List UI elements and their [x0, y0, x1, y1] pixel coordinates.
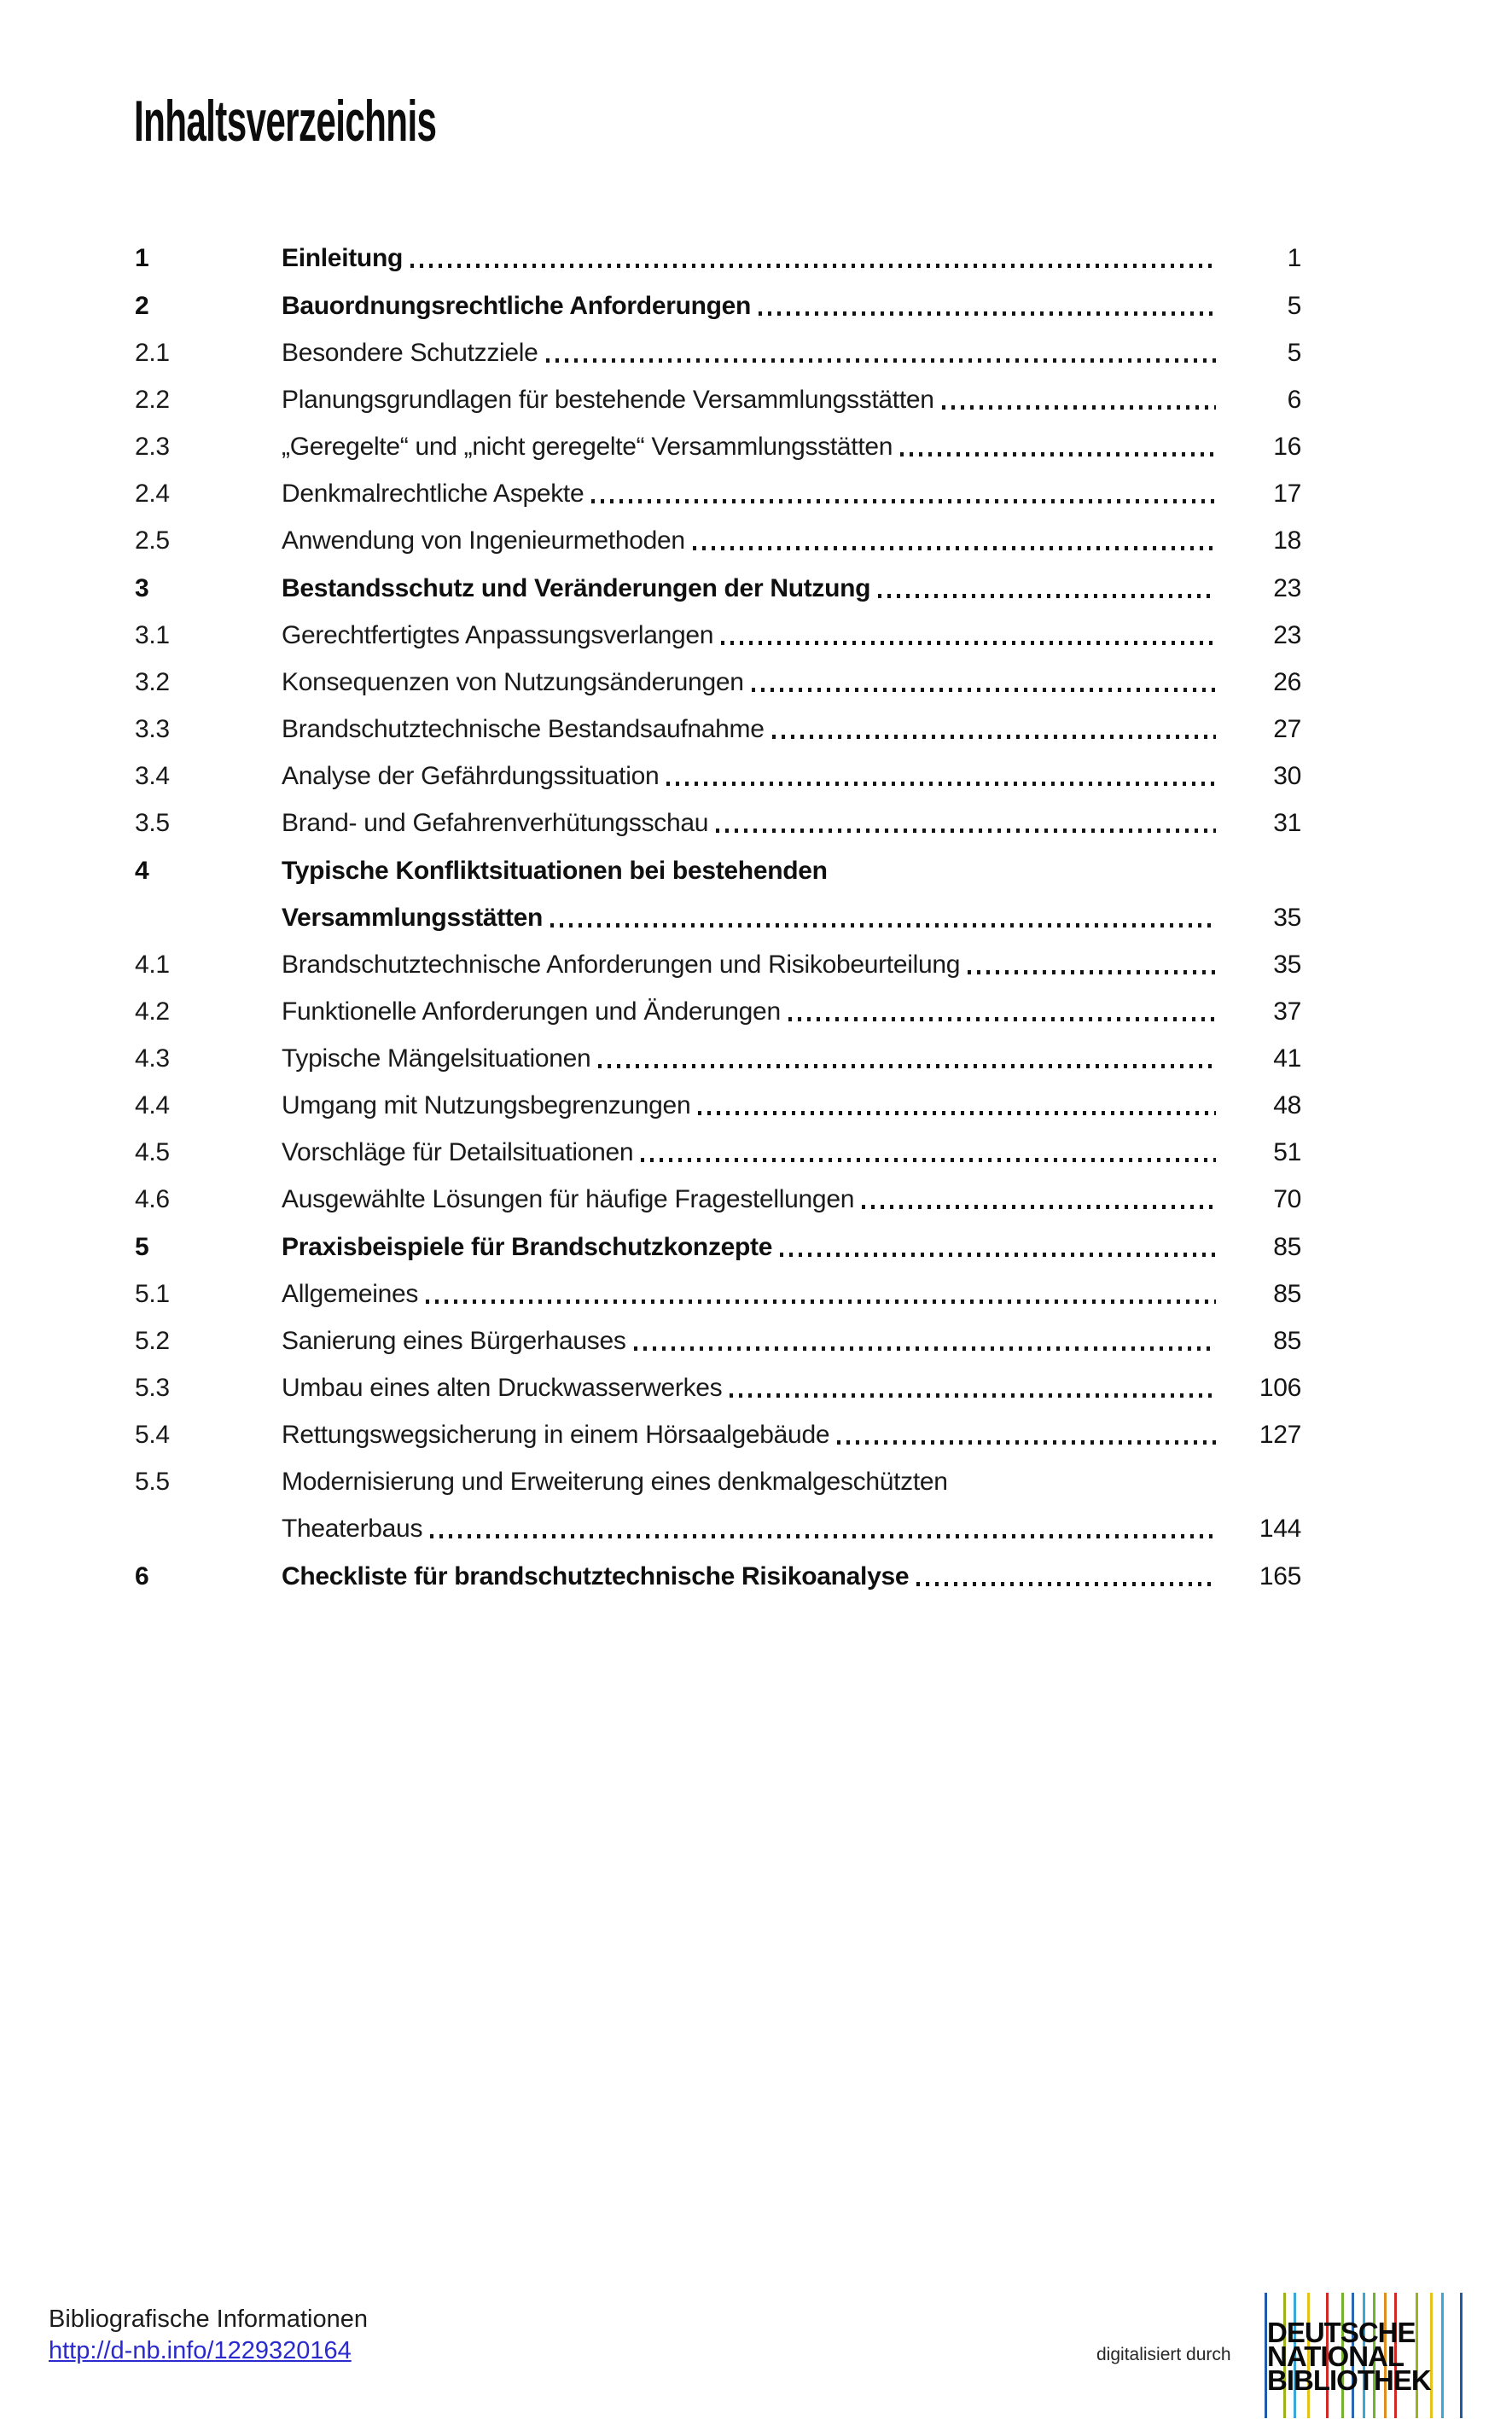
toc-dot-leader: [968, 970, 1216, 974]
toc-row: [135, 997, 1301, 1027]
toc-entry-title: Besondere Schutzziele: [282, 339, 538, 367]
toc-page-number: 127: [1259, 1421, 1301, 1449]
toc-dot-leader: [546, 358, 1216, 363]
toc-dot-leader: [666, 782, 1216, 786]
toc-dot-leader: [430, 1534, 1216, 1538]
toc-dot-leader: [878, 594, 1216, 598]
toc-entry-number: 3: [135, 574, 149, 602]
toc-entry-number: 2.5: [135, 526, 170, 555]
toc-dot-leader: [788, 1017, 1216, 1021]
toc-dot-leader: [780, 1253, 1216, 1257]
toc-entry-title: Ausgewählte Lösungen für häufige Fragestellungen: [282, 1185, 855, 1213]
toc-entry-number: 3.1: [135, 621, 170, 649]
logo-wordmark-line: BIBLIOTHEK: [1267, 2364, 1431, 2396]
toc-dot-leader: [698, 1111, 1216, 1115]
toc-entry-number: 5.4: [135, 1421, 170, 1449]
toc-entry-title: Brandschutztechnische Anforderungen und Risikobeurteilung: [282, 951, 961, 979]
toc-entry-title: Umbau eines alten Druckwasserwerkes: [282, 1374, 723, 1402]
toc-row: [135, 1467, 1301, 1497]
toc-entry-number: 2: [135, 292, 149, 320]
toc-row: [135, 808, 1301, 839]
toc-entry-title: Typische Konfliktsituationen bei bestehenden: [282, 857, 828, 885]
toc-dot-leader: [693, 546, 1216, 550]
toc-row: [135, 573, 1301, 604]
toc-page-number: 16: [1273, 433, 1301, 461]
toc-entry-number: 2.1: [135, 339, 170, 367]
toc-dot-leader: [916, 1582, 1216, 1586]
toc-row-continuation: [135, 903, 1301, 933]
toc-entry-number: 4.6: [135, 1185, 170, 1213]
bibliographic-info-label: Bibliografische Informationen: [49, 2306, 368, 2333]
toc-page-number: 51: [1273, 1138, 1301, 1166]
bibliographic-info: [49, 2304, 368, 2367]
toc-page-number: 27: [1273, 715, 1301, 743]
toc-page-number: 1: [1287, 244, 1301, 272]
toc-dot-leader: [942, 405, 1216, 410]
toc-row: [135, 1137, 1301, 1168]
toc-row: [135, 1326, 1301, 1357]
toc-entry-title: Bauordnungsrechtliche Anforderungen: [282, 292, 752, 320]
toc-entry-number: 5.3: [135, 1374, 170, 1402]
toc-entry-number: 5.5: [135, 1468, 170, 1496]
toc-row: [135, 761, 1301, 792]
toc-entry-number: 4.3: [135, 1044, 170, 1073]
toc-page-number: 85: [1273, 1233, 1301, 1261]
toc-page-number: 41: [1273, 1044, 1301, 1073]
toc-page-number: 30: [1273, 762, 1301, 790]
toc-dot-leader: [752, 688, 1216, 692]
toc-row: [135, 714, 1301, 745]
toc-entry-number: 6: [135, 1562, 149, 1590]
toc-page-number: 23: [1273, 574, 1301, 602]
toc-entry-title: Rettungswegsicherung in einem Hörsaalgebäude: [282, 1421, 830, 1449]
toc-entry-number: 3.2: [135, 668, 170, 696]
toc-dot-leader: [730, 1393, 1216, 1398]
toc-entry-title-line2: Versammlungsstätten: [282, 904, 544, 932]
toc-dot-leader: [900, 452, 1216, 456]
toc-entry-title: Modernisierung und Erweiterung eines denkmalgeschützten: [282, 1468, 948, 1496]
toc-row-continuation: [135, 1514, 1301, 1544]
toc-dot-leader: [716, 829, 1216, 833]
toc-page-number: 70: [1273, 1185, 1301, 1213]
toc-dot-leader: [598, 1064, 1216, 1068]
toc-entry-number: 3.3: [135, 715, 170, 743]
dnb-logo: [1265, 2293, 1468, 2418]
toc-page-number: 85: [1273, 1327, 1301, 1355]
toc-row: [135, 667, 1301, 698]
toc-list: [135, 226, 1301, 1608]
toc-dot-leader: [634, 1346, 1216, 1351]
toc-entry-title: Analyse der Gefährdungssituation: [282, 762, 660, 790]
toc-entry-number: 4.4: [135, 1091, 170, 1119]
toc-row: [135, 432, 1301, 462]
toc-row: [135, 526, 1301, 556]
toc-entry-title: „Geregelte“ und „nicht geregelte“ Versammlungsstätten: [282, 433, 893, 461]
toc-entry-title-line2: Theaterbaus: [282, 1515, 423, 1543]
toc-entry-title: Brand- und Gefahrenverhütungsschau: [282, 809, 709, 837]
logo-stripe: [1460, 2293, 1463, 2418]
toc-page-number: 48: [1273, 1091, 1301, 1119]
toc-page-number: 31: [1273, 809, 1301, 837]
toc-entry-title: Einleitung: [282, 244, 403, 272]
toc-dot-leader: [759, 311, 1216, 316]
toc-row: [135, 856, 1301, 887]
toc-row: [135, 385, 1301, 416]
toc-dot-leader: [862, 1205, 1216, 1209]
toc-entry-number: 5: [135, 1233, 149, 1261]
logo-wordmark-line: DEUTSCHE: [1267, 2317, 1416, 2348]
logo-wordmark-line: NATIONAL: [1267, 2340, 1404, 2372]
toc-entry-title: Brandschutztechnische Bestandsaufnahme: [282, 715, 765, 743]
toc-entry-number: 3.5: [135, 809, 170, 837]
toc-dot-leader: [550, 923, 1216, 927]
toc-entry-title: Funktionelle Anforderungen und Änderungen: [282, 997, 781, 1026]
toc-page-number: 17: [1273, 480, 1301, 508]
toc-page-number: 5: [1287, 292, 1301, 320]
toc-entry-number: 4.2: [135, 997, 170, 1026]
toc-entry-number: 4.5: [135, 1138, 170, 1166]
toc-row: [135, 1420, 1301, 1451]
toc-entry-number: 5.2: [135, 1327, 170, 1355]
toc-entry-title: Planungsgrundlagen für bestehende Versammlungsstätten: [282, 386, 934, 414]
toc-dot-leader: [721, 641, 1216, 645]
toc-page-number: 106: [1259, 1374, 1301, 1402]
toc-row: [135, 243, 1301, 274]
toc-page-number: 165: [1259, 1562, 1301, 1590]
toc-page-number: 85: [1273, 1280, 1301, 1308]
toc-entry-title: Vorschläge für Detailsituationen: [282, 1138, 634, 1166]
toc-page-number: 18: [1273, 526, 1301, 555]
toc-entry-title: Praxisbeispiele für Brandschutzkonzepte: [282, 1233, 773, 1261]
toc-dot-leader: [410, 264, 1216, 268]
toc-entry-title: Gerechtfertigtes Anpassungsverlangen: [282, 621, 714, 649]
toc-entry-title: Umgang mit Nutzungsbegrenzungen: [282, 1091, 691, 1119]
toc-entry-title: Bestandsschutz und Veränderungen der Nutzung: [282, 574, 871, 602]
toc-dot-leader: [591, 499, 1216, 503]
toc-entry-number: 2.2: [135, 386, 170, 414]
toc-page-number: 144: [1259, 1515, 1301, 1543]
toc-entry-number: 4.1: [135, 951, 170, 979]
toc-entry-title: Denkmalrechtliche Aspekte: [282, 480, 584, 508]
toc-page-number: 35: [1273, 951, 1301, 979]
toc-row: [135, 291, 1301, 322]
toc-row: [135, 1561, 1301, 1592]
logo-wordmark: [1267, 2317, 1431, 2396]
toc-row: [135, 950, 1301, 980]
toc-row: [135, 1279, 1301, 1310]
logo-stripe: [1441, 2293, 1444, 2418]
toc-page-number: 37: [1273, 997, 1301, 1026]
toc-page-number: 6: [1287, 386, 1301, 414]
toc-entry-title: Typische Mängelsituationen: [282, 1044, 591, 1073]
toc-entry-number: 2.4: [135, 480, 170, 508]
toc-row: [135, 620, 1301, 651]
toc-entry-number: 3.4: [135, 762, 170, 790]
toc-entry-number: 4: [135, 857, 149, 885]
toc-entry-title: Checkliste für brandschutztechnische Risikoanalyse: [282, 1562, 910, 1590]
digitized-by-label: digitalisiert durch: [1096, 2345, 1231, 2364]
toc-dot-leader: [641, 1158, 1216, 1162]
toc-row: [135, 338, 1301, 369]
toc-row: [135, 1184, 1301, 1215]
toc-entry-number: 2.3: [135, 433, 170, 461]
toc-dot-leader: [426, 1300, 1216, 1304]
toc-page-number: 5: [1287, 339, 1301, 367]
toc-entry-title: Sanierung eines Bürgerhauses: [282, 1327, 626, 1355]
toc-page-number: 23: [1273, 621, 1301, 649]
toc-row: [135, 1090, 1301, 1121]
bibliographic-info-link[interactable]: http://d-nb.info/1229320164: [49, 2337, 352, 2364]
toc-row: [135, 1044, 1301, 1074]
page-title: Inhaltsverzeichnis: [134, 89, 437, 154]
toc-entry-title: Konsequenzen von Nutzungsänderungen: [282, 668, 744, 696]
toc-page-number: 26: [1273, 668, 1301, 696]
toc-row: [135, 479, 1301, 509]
toc-entry-title: Allgemeines: [282, 1280, 419, 1308]
toc-dot-leader: [772, 735, 1216, 739]
toc-entry-number: 1: [135, 244, 149, 272]
toc-entry-number: 5.1: [135, 1280, 170, 1308]
toc-page-number: 35: [1273, 904, 1301, 932]
toc-row: [135, 1373, 1301, 1404]
toc-row: [135, 1232, 1301, 1263]
toc-entry-title: Anwendung von Ingenieurmethoden: [282, 526, 685, 555]
toc-dot-leader: [837, 1440, 1216, 1445]
